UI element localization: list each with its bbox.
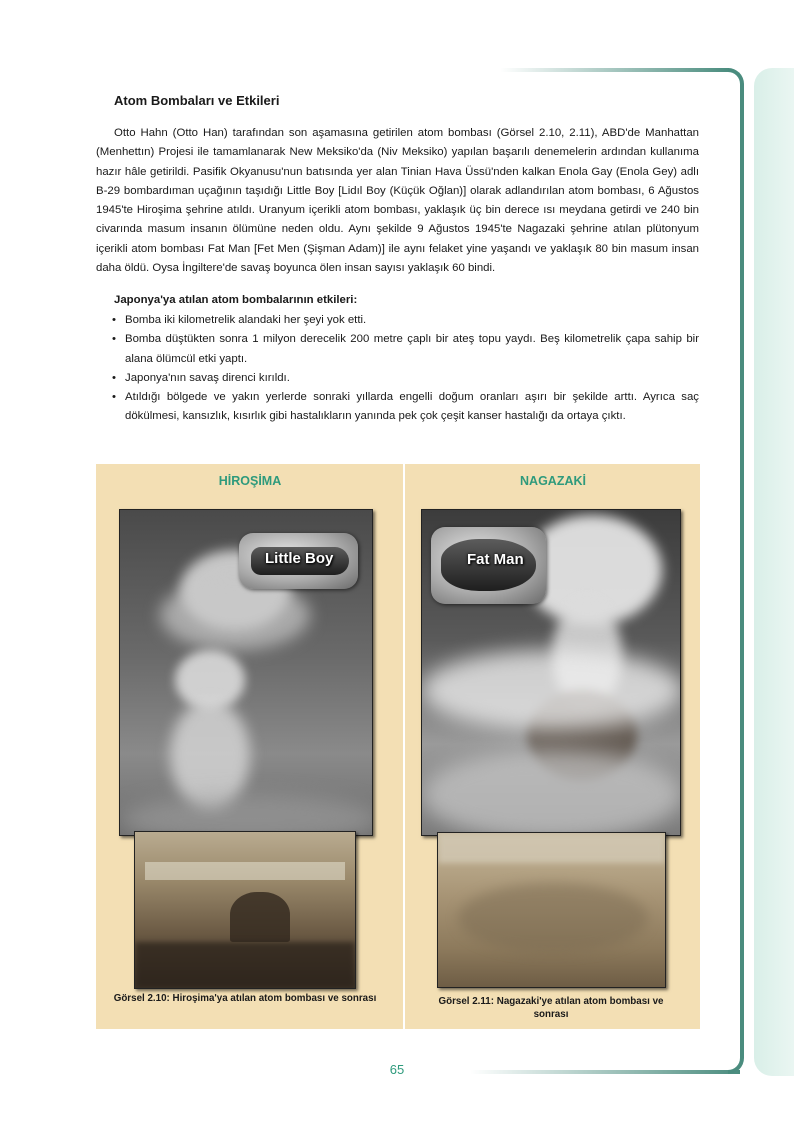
frame-right-border (728, 68, 744, 1074)
paragraph-text: Otto Hahn (Otto Han) tarafından son aşamasına getirilen atom bombası (Görsel 2.10, 2.11), ABD'de Manhattan (Menhettın) Projesi ile tamamlanarak New Meksiko'da (Niv Meksiko) yapılan başarılı denemelerin ardından kullanıma hazır hâle getirildi. Pasifik Okyanusu'nun batısında yer alan Tinian Hava Üssü'nden kalkan Enola Gay (Enola Gey) adlı B-29 bombardıman uçağının taşıdığı Little Boy [Lidıl Boy (Küçük Oğlan)] olarak adlandırılan atom bombası, 6 Ağustos 1945'te Hiroşima şehrine atıldı. Uranyum içerikli atom bombası, yaklaşık üç bin derece ısı meydana getirdi ve 240 bin civarında masum insanın ölümüne neden oldu. Aynı şekilde 9 Ağustos 1945'te Nagazaki şehrine atılan plütonyum içerikli atom bombası Fat Man [Fet Men (Şişman Adam)] ile aynı felaket yine yaşandı ve yaklaşık 80 bin masum insan daha öldü. Oysa İngiltere'de savaş boyunca ölen insan sayısı yaklaşık 60 bindi. (96, 127, 699, 275)
caption-hiroshima: Görsel 2.10: Hiroşima'ya atılan atom bombası ve sonrası (113, 993, 377, 1004)
hiroshima-ruins-photo (134, 831, 356, 989)
nagasaki-ruins-photo (437, 832, 666, 988)
effects-list (96, 311, 699, 427)
effects-item: • Japonya'nın savaş direnci kırıldı. (96, 369, 699, 388)
frame-bottom-line (470, 1070, 740, 1074)
frame-top-line (500, 68, 730, 72)
effects-item: • Atıldığı bölgede ve yakın yerlerde sonraki yıllarda engelli doğum oranları aşırı bir şekilde arttı. Ayrıca saç dökülmesi, kansızlık, kısırlık gibi hastalıkların yanında pek çok çeşit kanser hastalığı da ortaya çıktı. (96, 388, 699, 427)
figure-divider (403, 464, 405, 1029)
section-heading: Atom Bombaları ve Etkileri (114, 93, 280, 108)
side-margin-strip (754, 68, 794, 1076)
page-number: 65 (389, 1062, 405, 1077)
effects-item: • Bomba düştükten sonra 1 milyon derecelik 200 metre çaplı bir ateş topu yaydı. Beş kilometrelik çapa sahip bir alana ölümcül etki yaptı. (96, 330, 699, 369)
city-title-nagasaki: NAGAZAKİ (520, 474, 586, 488)
main-paragraph (96, 124, 699, 278)
fat-man-bomb-inset (431, 527, 546, 604)
fat-man-label: Fat Man (467, 551, 524, 568)
city-title-hiroshima: HİROŞİMA (218, 474, 282, 488)
little-boy-label: Little Boy (265, 550, 334, 567)
effects-item: • Bomba iki kilometrelik alandaki her şeyi yok etti. (96, 311, 699, 330)
caption-nagasaki: Görsel 2.11: Nagazaki'ye atılan atom bombası ve sonrası (438, 996, 664, 1020)
little-boy-bomb-inset (239, 533, 358, 589)
effects-title: Japonya'ya atılan atom bombalarının etkileri: (114, 294, 358, 306)
